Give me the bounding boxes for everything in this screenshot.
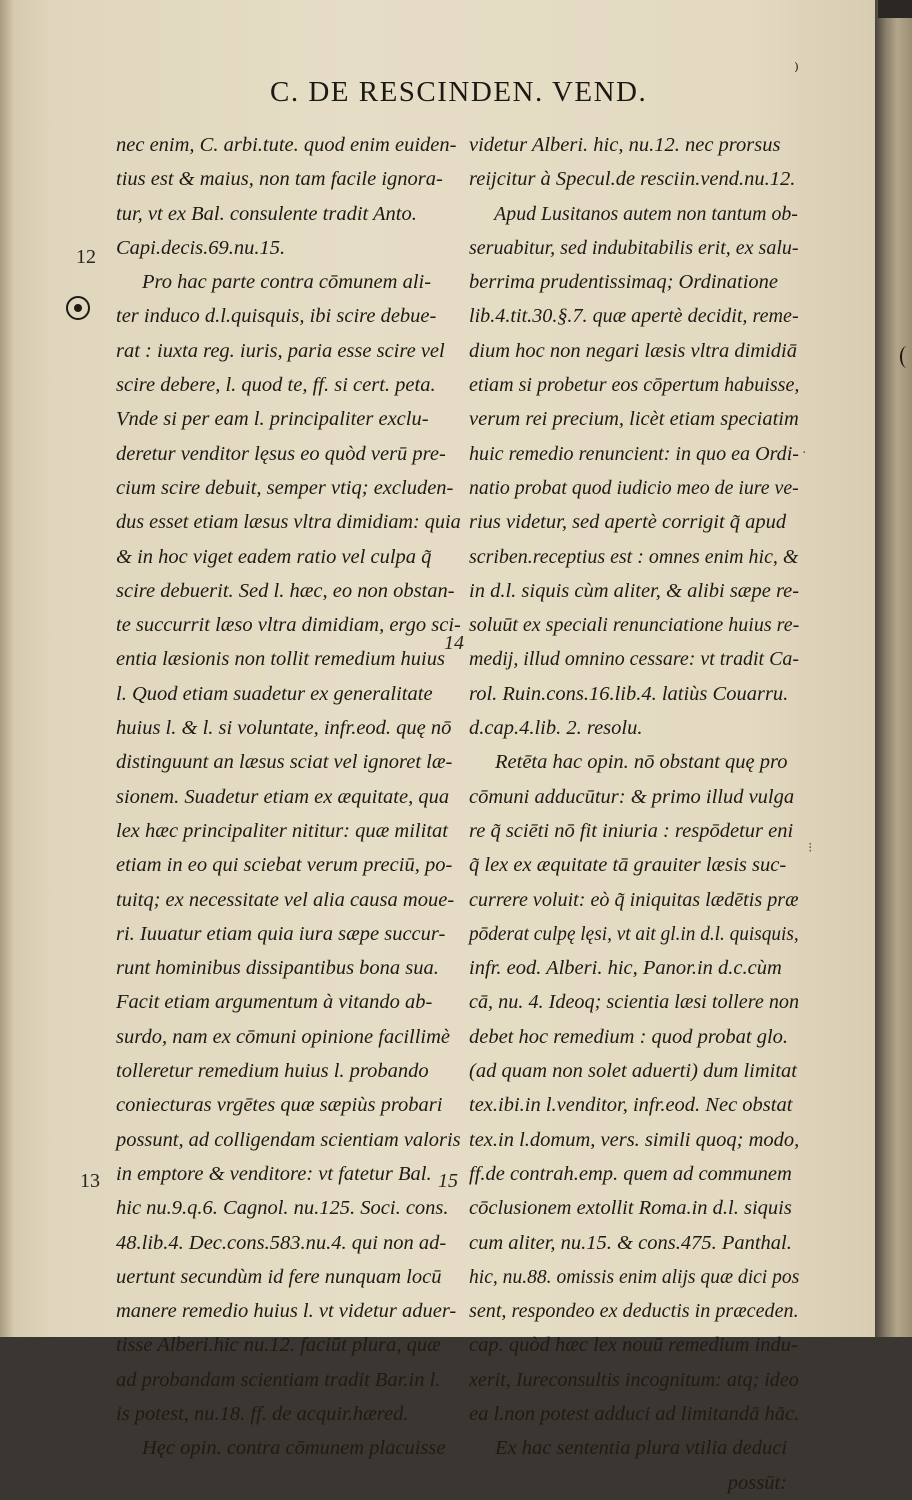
- text-line: huius l. & l. si voluntate, infr.eod. quę nō: [116, 717, 452, 740]
- text-line: cap. quòd hæc lex nouū remedium indu-: [469, 1334, 798, 1357]
- text-line: tisse Alberi.hic nu.12. faciūt plura, quæ: [116, 1334, 441, 1357]
- text-line: currere voluit: eò q̃ iniquitas lædētis præ: [469, 888, 799, 911]
- text-line: Pro hac parte contra cōmunem ali-: [142, 271, 432, 294]
- text-line: verum rei precium, licèt etiam speciatim: [469, 408, 799, 431]
- text-line: rius videtur, sed apertè corrigit q̃ apud: [469, 511, 787, 534]
- margin-number-13: 13: [80, 1170, 100, 1192]
- text-line: scire debere, l. quod te, ff. si cert. peta.: [116, 374, 436, 397]
- text-line: te succurrit læso vltra dimidiam, ergo sci-: [116, 614, 461, 637]
- text-line: rat : iuxta reg. iuris, paria esse scire vel: [116, 339, 445, 362]
- right-column: [469, 128, 799, 1500]
- text-line: Capi.decis.69.nu.15.: [116, 236, 286, 259]
- ink-spot: ⁝: [808, 840, 813, 856]
- text-line: tolleretur remedium huius l. probando: [116, 1060, 429, 1083]
- text-line: surdo, nam ex cōmuni opinione facillimè: [116, 1025, 451, 1048]
- text-line: cōmuni adducūtur: & primo illud vulga: [469, 785, 795, 808]
- text-line: rol. Ruin.cons.16.lib.4. latiùs Couarru.: [469, 682, 789, 705]
- text-line: tur, vt ex Bal. consulente tradit Anto.: [116, 202, 417, 225]
- text-line: re q̃ sciēti nō fit iniuria : respōdetur eni: [469, 819, 794, 842]
- text-line: scriben.receptius est : omnes enim hic, &: [469, 545, 799, 568]
- text-line: deretur venditor lęsus eo quòd verū pre-: [116, 442, 446, 465]
- text-line: d.cap.4.lib. 2. resolu.: [469, 717, 643, 740]
- corner-tab: [878, 0, 912, 18]
- margin-circle-mark: [66, 296, 90, 320]
- text-line: cium scire debuit, semper vtiq; excluden-: [116, 476, 454, 499]
- text-line: q̃ lex ex æquitate tā grauiter læsis suc-: [469, 854, 787, 877]
- text-line: Retēta hac opin. nō obstant quę pro: [495, 751, 788, 774]
- text-line: tex.in l.domum, vers. simili quoq; modo,: [469, 1128, 800, 1151]
- text-line: entia læsionis non tollit remedium huius: [116, 648, 445, 671]
- text-line: tuitq; ex necessitate vel alia causa moue-: [116, 888, 455, 911]
- text-line: tius est & maius, non tam facile ignora-: [116, 168, 443, 191]
- text-line: berrima prudentissimaq; Ordinatione: [469, 271, 779, 294]
- catchword: possūt:: [727, 1471, 787, 1494]
- running-header: C. DE RESCINDEN. VEND.: [270, 76, 648, 108]
- text-line: possunt, ad colligendam scientiam valoris: [116, 1128, 461, 1151]
- text-line: scire debuerit. Sed l. hæc, eo non obstan-: [116, 579, 455, 602]
- gutter-shadow: [0, 0, 14, 1337]
- text-line: Ex hac sententia plura vtilia deduci: [495, 1437, 788, 1460]
- text-line: manere remedio huius l. vt videtur aduer-: [116, 1300, 457, 1323]
- text-line: Facit etiam argumentum à vitando ab-: [116, 991, 433, 1014]
- text-line: coniecturas vrgētes quæ sæpiùs probari: [116, 1094, 443, 1117]
- text-line: cōclusionem extollit Roma.in d.l. siquis: [469, 1197, 792, 1220]
- text-line: pōderat culpę lęsi, vt ait gl.in d.l. quisquis,: [469, 922, 799, 945]
- text-line: nec enim, C. arbi.tute. quod enim euiden-: [116, 134, 457, 156]
- margin-number-15: 15: [438, 1170, 458, 1192]
- text-line: infr. eod. Alberi. hic, Panor.in d.c.cùm: [469, 957, 782, 980]
- text-line: etiam in eo qui sciebat verum preciū, po-: [116, 854, 453, 877]
- text-line: tex.ibi.in l.venditor, infr.eod. Nec obstat: [469, 1094, 793, 1117]
- text-line: distinguunt an læsus sciat vel ignoret læ-: [116, 751, 453, 774]
- text-line: ea l.non potest adduci ad limitandā hāc.: [469, 1402, 800, 1425]
- text-line: ad probandam scientiam tradit Bar.in l.: [116, 1368, 441, 1391]
- text-line: Hęc opin. contra cōmunem placuisse: [142, 1437, 446, 1460]
- text-line: huic remedio renuncient: in quo ea Ordi-: [469, 442, 799, 465]
- text-line: hic, nu.88. omissis enim alijs quæ dici pos: [469, 1265, 800, 1288]
- text-line: ff.de contrah.emp. quem ad communem: [469, 1162, 792, 1185]
- text-line: ri. Iuuatur etiam quia iura sæpe succur-: [116, 922, 446, 945]
- margin-bracket-mark: [900, 346, 912, 368]
- ink-spot: ⁾: [794, 58, 799, 82]
- text-line: dus esset etiam læsus vltra dimidiam: quia: [116, 511, 461, 534]
- text-line: lex hæc principaliter nititur: quæ militat: [116, 819, 448, 842]
- text-line: in d.l. siquis cùm aliter, & alibi sæpe re-: [469, 579, 800, 602]
- text-line: medij, illud omnino cessare: vt tradit Ca-: [469, 648, 800, 671]
- text-line: debet hoc remedium : quod probat glo.: [469, 1025, 789, 1048]
- text-line: 48.lib.4. Dec.cons.583.nu.4. qui non ad-: [116, 1231, 447, 1254]
- text-line: Vnde si per eam l. principaliter exclu-: [116, 408, 429, 431]
- margin-number-14: 14: [444, 632, 464, 654]
- text-line: Apud Lusitanos autem non tantum ob-: [494, 202, 798, 225]
- page-edge: [875, 0, 912, 1337]
- text-line: l. Quod etiam suadetur ex generalitate: [116, 682, 433, 705]
- text-line: runt hominibus dissipantibus bona sua.: [116, 957, 439, 980]
- text-line: (ad quam non solet aduerti) dum limitat: [469, 1060, 797, 1083]
- text-line: soluūt ex speciali renunciatione huius re-: [469, 614, 800, 637]
- text-line: xerit, Iureconsultis incognitum: atq; ideo: [469, 1368, 799, 1391]
- left-column: [116, 128, 461, 1466]
- text-line: ter induco d.l.quisquis, ibi scire debue-: [116, 305, 437, 328]
- text-line: is potest, nu.18. ff. de acquir.hæred.: [116, 1402, 409, 1425]
- text-line: dium hoc non negari læsis vltra dimidiā: [469, 339, 797, 362]
- text-line: sent, respondeo ex deductis in præceden.: [469, 1300, 799, 1323]
- text-line: cum aliter, nu.15. & cons.475. Panthal.: [469, 1231, 792, 1254]
- text-line: & in hoc viget eadem ratio vel culpa q̃: [116, 545, 432, 568]
- text-line: uertunt secundùm id fere nunquam locū: [116, 1265, 442, 1288]
- margin-number-12: 12: [76, 246, 96, 268]
- text-line: hic nu.9.q.6. Cagnol. nu.125. Soci. cons.: [116, 1197, 449, 1220]
- text-line: lib.4.tit.30.§.7. quæ apertè decidit, reme-: [469, 305, 799, 328]
- text-line: videtur Alberi. hic, nu.12. nec prorsus: [469, 134, 781, 156]
- text-line: cā, nu. 4. Ideoq; scientia læsi tollere non: [469, 991, 800, 1014]
- text-line: natio probat quod iudicio meo de iure ve-: [469, 476, 799, 499]
- text-line: reijcitur à Specul.de resciin.vend.nu.12.: [469, 168, 796, 191]
- text-line: in emptore & venditore: vt fatetur Bal.: [116, 1162, 432, 1185]
- text-line: seruabitur, sed indubitabilis erit, ex salu-: [469, 236, 799, 259]
- ink-spot: ·: [802, 445, 807, 461]
- text-line: etiam si probetur eos cōpertum habuisse,: [469, 374, 800, 397]
- text-line: sionem. Suadetur etiam ex æquitate, qua: [116, 785, 450, 808]
